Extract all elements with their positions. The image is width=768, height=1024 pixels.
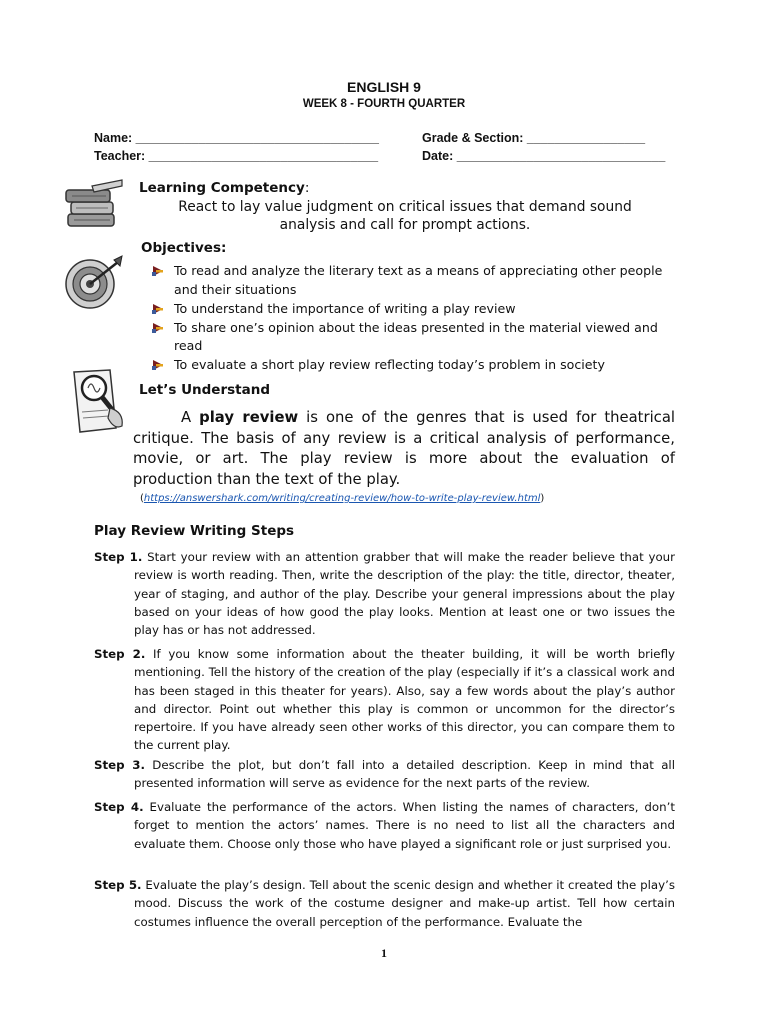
- document-subtitle: WEEK 8 - FOURTH QUARTER: [302, 98, 466, 110]
- step-item: Step 4. Evaluate the performance of the actors. When listing the names of characters, don’t forget to mention the actors’ names. There is no need to list all the characters and evaluate them. Choose only those who have played a significant role or just surprised you.: [94, 800, 675, 851]
- document-title: ENGLISH 9: [347, 79, 421, 95]
- step-item: Step 5. Evaluate the play’s design. Tell about the scenic design and whether it created the play’s mood. Discuss the work of the costume designer and make-up artist. Tell how certain costumes influence the overall perception of the performance. Evaluate the: [94, 878, 675, 929]
- magnifier-document-icon: [70, 368, 128, 438]
- understand-paragraph: A play review is one of the genres that is used for theatrical critique. The basis of any review is a critical analysis of performance, movie, or art. The play review is more about the evaluation of production than the text of the play.: [133, 409, 675, 488]
- page-number: 1: [381, 946, 387, 960]
- steps-heading: Play Review Writing Steps: [94, 523, 295, 539]
- target-dart-icon: [62, 252, 124, 314]
- source-link[interactable]: https://answershark.com/writing/creating-review/how-to-write-play-review.html: [143, 493, 541, 504]
- pointing-hand-bullet-icon: [152, 303, 164, 315]
- source-citation: (https://answershark.com/writing/creating-review/how-to-write-play-review.html): [140, 493, 545, 504]
- objectives-list: [150, 262, 680, 375]
- teacher-field: Teacher: _________________________________: [94, 149, 379, 163]
- name-field: Name: ___________________________________: [94, 131, 379, 145]
- understand-heading: Let’s Understand: [139, 382, 270, 398]
- step-item: Step 1. Start your review with an attention grabber that will make the reader believe that your review is worth reading. Then, write the description of the play: the title, director, theater, year of staging, and author of the play. Describe your general impressions about the play based on your ideas of how good the play looks. Mention at least one or two issues the play has or has not addressed.: [94, 550, 675, 638]
- objective-item: To read and analyze the literary text as a means of appreciating other people and their situations: [150, 262, 680, 299]
- competency-heading: Learning Competency:: [139, 180, 310, 196]
- step-item: Step 2. If you know some information about the theater building, it will be worth briefly mentioning. Tell the history of the creation of the play (especially if it’s a classical work and has been staged in this theater for years). Also, say a few words about the play’s author and director. Point out whether this play is common or uncommon for the director’s repertoire. If you have already seen other works of this director, you can compare them to the current play.: [94, 647, 675, 753]
- objective-item: To share one’s opinion about the ideas presented in the material viewed and read: [150, 319, 680, 356]
- pointing-hand-bullet-icon: [152, 265, 164, 277]
- date-field: Date: ______________________________: [422, 149, 666, 163]
- step-item: Step 3. Describe the plot, but don’t fall into a detailed description. Keep in mind that all presented information will serve as evidence for the next parts of the review.: [94, 758, 675, 791]
- books-icon: [62, 176, 124, 238]
- grade-section-field: Grade & Section: _________________: [422, 131, 646, 145]
- objective-item: To understand the importance of writing a play review: [150, 300, 680, 319]
- objective-item: To evaluate a short play review reflecting today’s problem in society: [150, 356, 680, 375]
- objectives-heading: Objectives:: [141, 240, 227, 256]
- competency-text: React to lay value judgment on critical issues that demand sound analysis and call for prompt actions.: [178, 199, 632, 233]
- pointing-hand-bullet-icon: [152, 359, 164, 371]
- pointing-hand-bullet-icon: [152, 322, 164, 334]
